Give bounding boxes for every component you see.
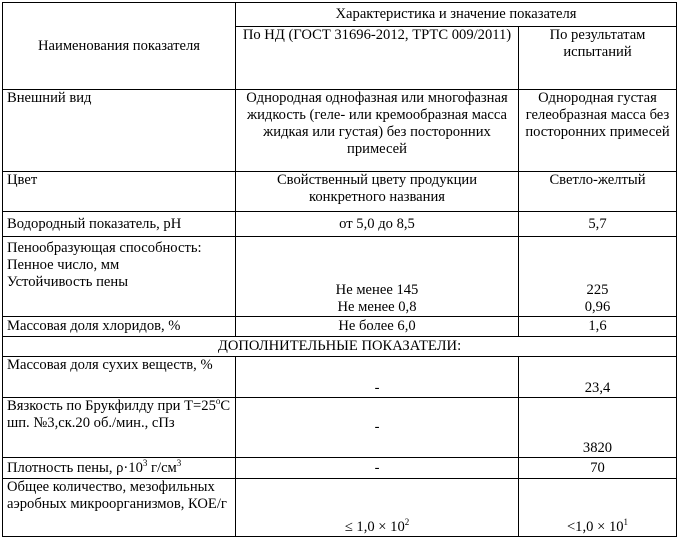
row-ph-result: 5,7 [588,215,607,232]
row-appearance-name: Внешний вид [7,90,92,106]
row-color-result: Светло-желтый [549,172,646,188]
row-viscosity-degree: о [215,397,221,407]
row-dry-result: 23,4 [584,380,611,396]
row-result-cell [519,398,677,458]
header-group: Характеристика и значение показателя [335,6,577,22]
row-density-exp1: 3 [142,457,148,468]
row-viscosity-result: 3820 [582,440,613,456]
additional-header-cell [3,337,677,357]
table-row [3,317,677,337]
row-result-cell [519,212,677,237]
row-nd-cell [236,90,519,172]
row-name-cell [3,357,236,398]
row-dry-name: Массовая доля сухих веществ, % [7,357,213,373]
table-row [3,237,677,317]
row-name-cell [3,479,236,537]
row-dry-nd: - [374,380,380,396]
row-name-cell [3,317,236,337]
row-result-cell [519,357,677,398]
row-microbes-name: Общее количество, мезофильных аэробных микроорганизмов, КОЕ/г [7,479,227,512]
row-nd-cell [236,237,519,317]
row-name-cell [3,212,236,237]
row-name-cell [3,90,236,172]
row-microbes-nd-exp: 2 [404,517,410,528]
row-ph-name: Водородный показатель, pH [7,215,182,232]
header-name-cell [3,3,236,90]
row-foam-stability-nd: Не менее 0,8 [337,299,417,315]
row-color-name: Цвет [7,172,38,188]
row-foam-number-label: Пенное число, мм [7,257,120,273]
table-row [3,398,677,458]
row-color-nd: Свойственный цвету продукции конкретного названия [276,172,478,205]
row-name-cell [3,172,236,212]
row-viscosity-name-a: Вязкость по Брукфилду при Т=25 [7,398,216,414]
row-nd-cell [236,398,519,458]
table-row [3,172,677,212]
row-result-cell [519,90,677,172]
row-foam-number-result: 225 [586,282,609,298]
row-microbes-nd-base: ≤ 1,0 × 10 [344,519,405,535]
row-density-exp2: 3 [176,457,182,468]
table-row [3,479,677,537]
row-density-name-b: г/см [147,459,177,476]
row-viscosity-name-b: С шп. №3,ск.20 об./мин., сПз [7,398,231,431]
row-foam-stability-result: 0,96 [584,299,611,315]
row-chlorides-nd: Не более 6,0 [338,318,416,334]
header-result: По результатам испытаний [549,27,646,60]
row-nd-cell [236,317,519,337]
row-nd-cell [236,458,519,479]
row-name-cell [3,398,236,458]
header-group-cell [236,3,677,27]
table-row [3,212,677,237]
header-result-cell [519,27,677,90]
header-nd: По НД (ГОСТ 31696-2012, ТРТС 009/2011) [242,27,512,43]
table-row [3,458,677,479]
row-nd-cell [236,172,519,212]
row-appearance-result: Однородная густая гелеобразная масса без посторонних примесей [525,90,670,140]
table-row [3,357,677,398]
row-chlorides-name: Массовая доля хлоридов, % [7,318,181,334]
row-result-cell [519,479,677,537]
row-nd-cell [236,212,519,237]
indicators-table [2,2,677,537]
row-result-cell [519,172,677,212]
row-foam-name: Пенообразующая способность: [7,240,202,256]
row-microbes-result-base: <1,0 × 10 [566,519,624,535]
row-foam-stability-label: Устойчивость пены [7,274,129,290]
header-name: Наименования показателя [38,37,200,54]
row-name-cell [3,237,236,317]
header-nd-cell [236,27,519,90]
additional-header: ДОПОЛНИТЕЛЬНЫЕ ПОКАЗАТЕЛИ: [217,338,462,354]
section-header-row [3,337,677,357]
row-nd-cell [236,479,519,537]
row-density-nd: - [374,459,380,476]
row-result-cell [519,317,677,337]
row-density-name-a: Плотность пены, ρ·10 [7,459,143,476]
row-microbes-result-exp: 1 [623,517,629,528]
row-foam-number-nd: Не менее 145 [335,282,419,298]
row-name-cell [3,458,236,479]
row-result-cell [519,237,677,317]
row-chlorides-result: 1,6 [588,318,607,334]
row-viscosity-nd: - [374,419,380,435]
row-appearance-nd: Однородная однофазная или многофазная жидкость (геле- или кремообразная масса жидкая или густая) без посторонних примесей [246,90,508,157]
row-nd-cell [236,357,519,398]
row-density-result: 70 [590,459,605,476]
row-result-cell [519,458,677,479]
table-row [3,90,677,172]
row-ph-nd: от 5,0 до 8,5 [339,215,415,232]
